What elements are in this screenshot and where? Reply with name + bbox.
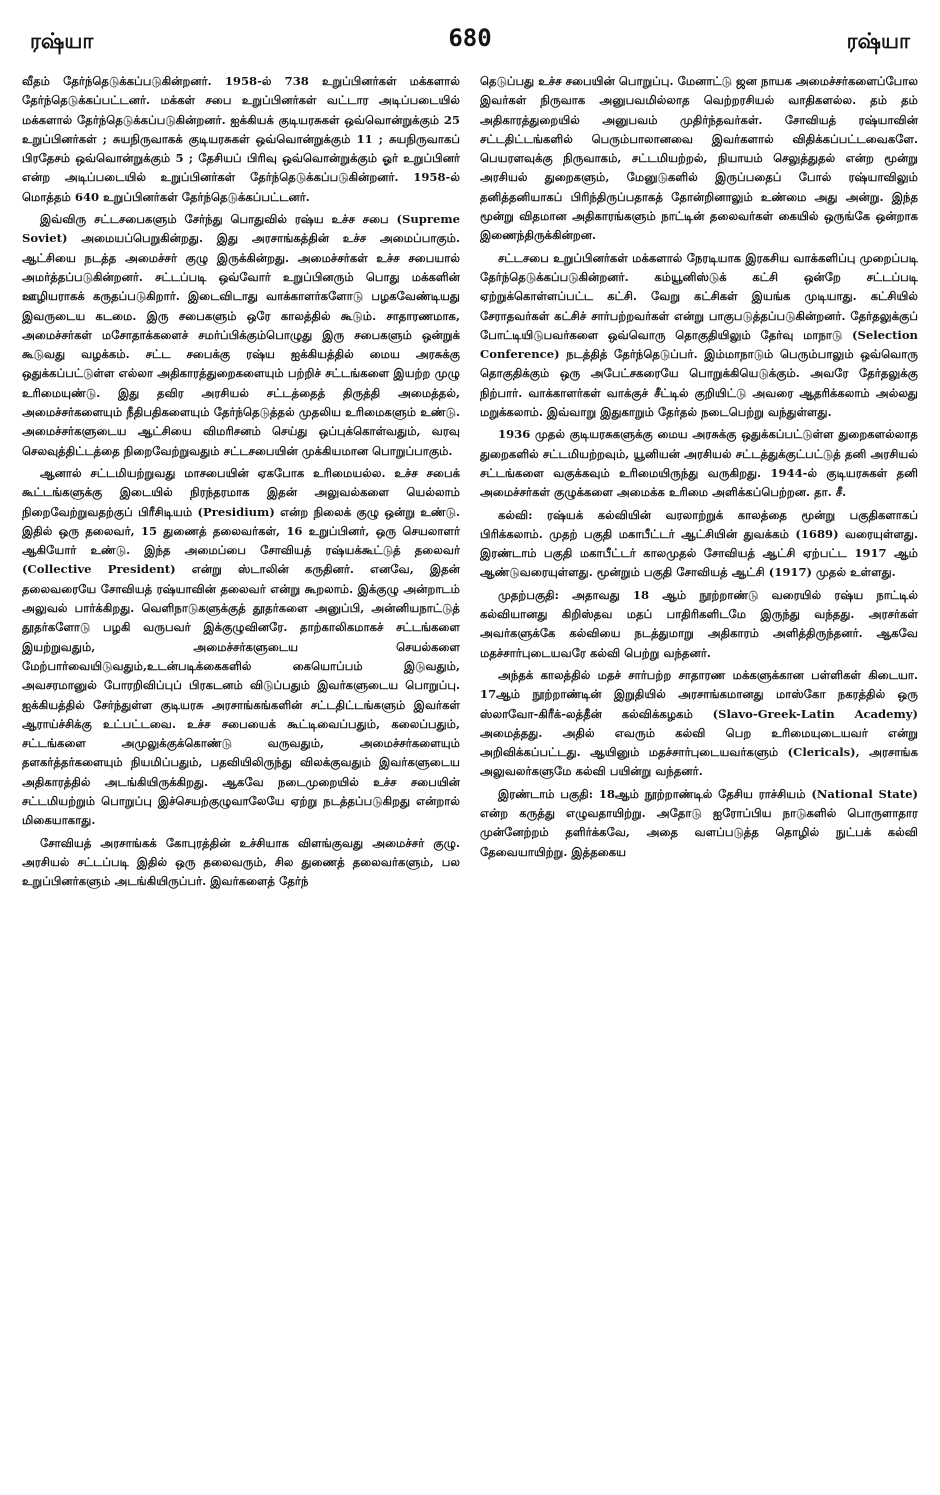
left-column — [22, 72, 460, 894]
paragraph: கல்வி: ரஷ்யக் கல்வியின் வரலாற்றுக் காலத்தை மூன்று பகுதிகளாகப் பிரிக்கலாம். முதற் பகுதி மகாபீட்டர் ஆட்சியின் துவக்கம் (1689) வரையுள்ளது. இரண்டாம் பகுதி மகாபீட்டர் காலமுதல் சோவியத் ஆட்சி ஏற்பட்ட 1917 ஆம் ஆண்டுவரையுள்ளது. மூன்றும் பகுதி சோவியத் ஆட்சி (1917) முதல் உள்ளது. — [480, 507, 918, 580]
paragraph: தெடுப்பது உச்ச சபையின் பொறுப்பு. மேனாட்டு ஜன நாயக அமைச்சர்களைப்போல இவர்கள் நிருவாக அனுபவமில்லாத வெற்றரசியல் வாதிகளல்ல. தம் தம் அதிகாரத்துறையில் அனுபவம் முதிர்ந்தவர்கள். சோவியத் ரஷ்யாவின் சட்டதிட்டங்களில் பெரும்பாலானவை இவர்களால் விதிக்கப்பட்டவைகளே. பெயரளவுக்கு நிருவாகம், சட்டமியற்றல், நியாயம் செலுத்துதல் என்ற மூன்று அரசியல் துறைகளும், மேனுடுகளில் இருப்பதைப் போல் ரஷ்யாவிலும் தனித்தனியாகப் பிரிந்திருப்பதாகத் தோன்றினாலும் உண்மை அது அன்று. இந்த மூன்று விதமான அதிகாரங்களும் நாட்டின் தலைவர்கள் கையில் ஒருங்கே ஒன்றாக இணைந்திருக்கின்றன. — [480, 74, 918, 243]
paragraph: அந்தக் காலத்தில் மதச் சார்பற்ற சாதாரண மக்களுக்கான பள்ளிகள் கிடையா. 17ஆம் நூற்றாண்டின் இறுதியில் அரசாங்கமானது மாஸ்கோ நகரத்தில் ஒரு ஸ்லாவோ-கிரீக்-லத்தீன் கல்விக்கழகம் (Slavo-Greek-Latin Academy) அமைத்தது. அதில் எவரும் கல்வி பெற உரிமையுடையவர் என்று அறிவிக்கப்பட்டது. ஆயினும் மதச்சார்புடையவர்களும் (Clericals), அரசாங்க அலுவலர்களுமே கல்வி பயின்று வந்தனர். — [480, 667, 918, 779]
paragraph: இவ்விரு சட்டசபைகளும் சேர்ந்து பொதுவில் ரஷ்ய உச்ச சபை (Supreme Soviet) அமையப்பெறுகின்றது. இது அரசாங்கத்தின் உச்ச அமைப்பாகும். ஆட்சியை நடத்த அமைச்சர் குழு இருக்கின்றது. அமைச்சர்கள் உச்ச சபையால் அமர்த்தப்படுகின்றனர். சட்டப்படி ஒவ்வோர் உறுப்பினரும் பொது மக்களின் ஊழியராகக் கருதப்படுகிறார். இடைவிடாது வாக்காளர்களோடு பழகவேண்டியது இவருடைய கடமை. இரு சபைகளும் ஒரே காலத்தில் கூடும். சாதாரணமாக, அமைச்சர்கள் மசோதாக்களைச் சமர்ப்பிக்கும்பொழுது இரு சபைகளும் ஒன்றுக் கூடுவது வழக்கம். சட்ட சபைக்கு ரஷ்ய ஐக்கியத்தில் மைய அரசுக்கு ஒதுக்கப்பட்டுள்ள எல்லா அதிகாரத்துறைகளையும் பற்றிச் சட்டங்களை இயற்ற முழு உரிமையுண்டு. இது தவிர அரசியல் சட்டத்தைத் திருத்தி அமைத்தல், அமைச்சர்களையும் நீதிபதிகளையும் தேர்ந்தெடுத்தல் முதலிய உரிமைகளும் உண்டு. அமைச்சர்களுடைய ஆட்சியை விமரிசனம் செய்து ஒப்புக்கொள்வதும், வரவு செலவுத்திட்டத்தை நிறைவேற்றுவதும் சட்டசபையின் முக்கியமான பொறுப்பாகும். — [22, 212, 460, 458]
right-column — [480, 72, 918, 894]
two-column-body — [22, 72, 918, 894]
running-head-left: ரஷ்யா — [30, 28, 94, 53]
paragraph: ஆனால் சட்டமியற்றுவது மாசபையின் ஏகபோக உரிமையல்ல. உச்ச சபைக் கூட்டங்களுக்கு இடையில் நிரந்தரமாக இதன் அலுவல்களை யெல்லாம் நிறைவேற்றுவதற்குப் பிரீசிடியம் (Presidium) என்ற நிலைக் குழு ஒன்று உண்டு. இதில் ஒரு தலைவர், 15 துணைத் தலைவர்கள், 16 உறுப்பினர், ஒரு செயலாளர் ஆகியோர் உண்டு. இந்த அமைப்பை சோவியத் ரஷ்யக்கூட்டுத் தலைவர் (Collective President) என்று ஸ்டாலின் கருதினர். எனவே, இதன் தலைவரையே சோவியத் ரஷ்யாவின் தலைவர் என்று கூறலாம். இக்குழு அன்றாடம் அலுவல் பார்க்கிறது. வெளிநாடுகளுக்குத் தூதர்களை அனுப்பி, அன்னியநாட்டுத் தூதர்களோடு பழகி வருபவர் இக்குழுவினரே. தாற்காலிகமாகச் சட்டங்களை இயற்றுவதும், அமைச்சர்களுடைய செயல்களை மேற்பார்வையிடுவதும்,உடன்படிக்கைகளில் கையொப்பம் இடுவதும், அவசரமானுல் போரறிவிப்புப் பிரகடனம் விடுப்பதும் இவர்களுடைய பொறுப்பு. ஐக்கியத்தில் சேர்ந்துள்ள குடியரசு அரசாங்கங்களின் சட்டதிட்டங்களும் இவர்கள் ஆராய்ச்சிக்கு உட்பட்டவை. உச்ச சபையைக் கூட்டிவைப்பதும், கலைப்பதும், சட்டங்களை அமுலுக்குக்கொண்டு வருவதும், அமைச்சர்களையும் தளகர்த்தர்களையும் நியமிப்பதும், பதவியிலிருந்து விலக்குவதும் இவர்களுடைய அதிகாரத்தில் அடங்கியிருக்கிறது. ஆகவே நடைமுறையில் உச்ச சபையின் சட்டமியற்றும் பொறுப்பு இச்செயற்குழுவாலேயே ஏற்று நடத்தப்படுகிறது என்றால் மிகையாகாது. — [22, 465, 460, 828]
paragraph: முதற்பகுதி: அதாவது 18 ஆம் நூற்றாண்டு வரையில் ரஷ்ய நாட்டில் கல்வியானது கிறிஸ்தவ மதப் பாதிரிகளிடமே இருந்து வந்தது. அரசர்கள் அவர்களுக்கே கல்வியை நடத்துமாறு அதிகாரம் அளித்திருந்தனர். ஆகவே மதச்சார்புடையவரே கல்வி பெற்று வந்தனர். — [480, 587, 918, 660]
page-header — [22, 14, 918, 72]
paragraph: இரண்டாம் பகுதி: 18ஆம் நூற்றாண்டில் தேசிய ராச்சியம் (National State) என்ற கருத்து எழுவதாயிற்று. அதோடு ஐரோப்பிய நாடுகளில் பொருளாதார முன்னேற்றம் தளிர்க்கவே, அதை வளப்படுத்த தொழில் நுட்பக் கல்வி தேவையாயிற்று. இத்தகைய — [480, 786, 918, 859]
page-number: 680 — [448, 24, 492, 52]
paragraph: சோவியத் அரசாங்கக் கோபுரத்தின் உச்சியாக விளங்குவது அமைச்சர் குழு. அரசியல் சட்டப்படி இதில் ஒரு தலைவரும், சில துணைத் தலைவர்களும், பல உறுப்பினர்களும் அடங்கியிருப்பர். இவர்களைத் தேர்ந் — [22, 835, 460, 889]
running-head-right: ரஷ்யா — [846, 28, 910, 53]
paragraph: 1936 முதல் குடியரசுகளுக்கு மைய அரசுக்கு ஒதுக்கப்பட்டுள்ள துறைகளல்லாத துறைகளில் சட்டமியற்றவும், யூனியன் அரசியல் சட்டத்துக்குட்பட்டுத் தனி அரசியல் சட்டங்களை வகுக்கவும் உரிமையிருந்து வருகிறது. 1944-ல் குடியரசுகள் தனி அமைச்சர்கள் குழுக்களை அமைக்க உரிமை அளிக்கப்பெற்றன. தா. சீ. — [480, 427, 918, 500]
paragraph: வீதம் தேர்ந்தெடுக்கப்படுகின்றனர். 1958-ல் 738 உறுப்பினர்கள் மக்களால் தேர்ந்தெடுக்கப்பட்டனர். மக்கள் சபை உறுப்பினர்கள் வட்டார அடிப்படையில் மக்களால் தேர்ந்தெடுக்கப்படுகின்றனர். ஐக்கியக் குடியரசுகள் ஒவ்வொன்றுக்கும் 25 உறுப்பினர்கள் ; சுயநிருவாகக் குடியரசுகள் ஒவ்வொன்றுக்கும் 11 ; சுயநிருவாகப் பிரதேசம் ஒவ்வொன்றுக்கும் 5 ; தேசியப் பிரிவு ஒவ்வொன்றுக்கும் ஓர் உறுப்பினர் என்ற அடிப்படையில் உறுப்பினர்கள் தேர்ந்தெடுக்கப்படுகின்றனர். 1958-ல் மொத்தம் 640 உறுப்பினர்கள் தேர்ந்தெடுக்கப்பட்டனர். — [22, 74, 460, 204]
paragraph: சட்டசபை உறுப்பினர்கள் மக்களால் நேரடியாக இரகசிய வாக்களிப்பு முறைப்படி தேர்ந்தெடுக்கப்படுகின்றனர். கம்யூனிஸ்டுக் கட்சி ஒன்றே சட்டப்படி ஏற்றுக்கொள்ளப்பட்ட கட்சி. வேறு கட்சிகள் இயங்க முடியாது. கட்சியில் சேராதவர்கள் கட்சிச் சார்பற்றவர்கள் என்று பாகுபடுத்தப்படுகின்றனர். தேர்தலுக்குப் போட்டியிடுபவர்களை ஒவ்வொரு தொகுதியிலும் தேர்வு மாநாடு (Selection Conference) நடத்தித் தேர்ந்தெடுப்பர். இம்மாநாடும் பெரும்பாலும் ஒவ்வொரு தொகுதிக்கும் ஒரு அபேட்சகரையே பொறுக்கியெடுக்கும். அவரே தேர்தலுக்கு நிற்பார். வாக்காளர்கள் வாக்குச் சீட்டில் குறியிட்டு அவரை ஆதரிக்கலாம் அல்லது மறுக்கலாம். இவ்வாறு இதுகாறும் தேர்தல் நடைபெற்று வந்துள்ளது. — [480, 250, 918, 420]
